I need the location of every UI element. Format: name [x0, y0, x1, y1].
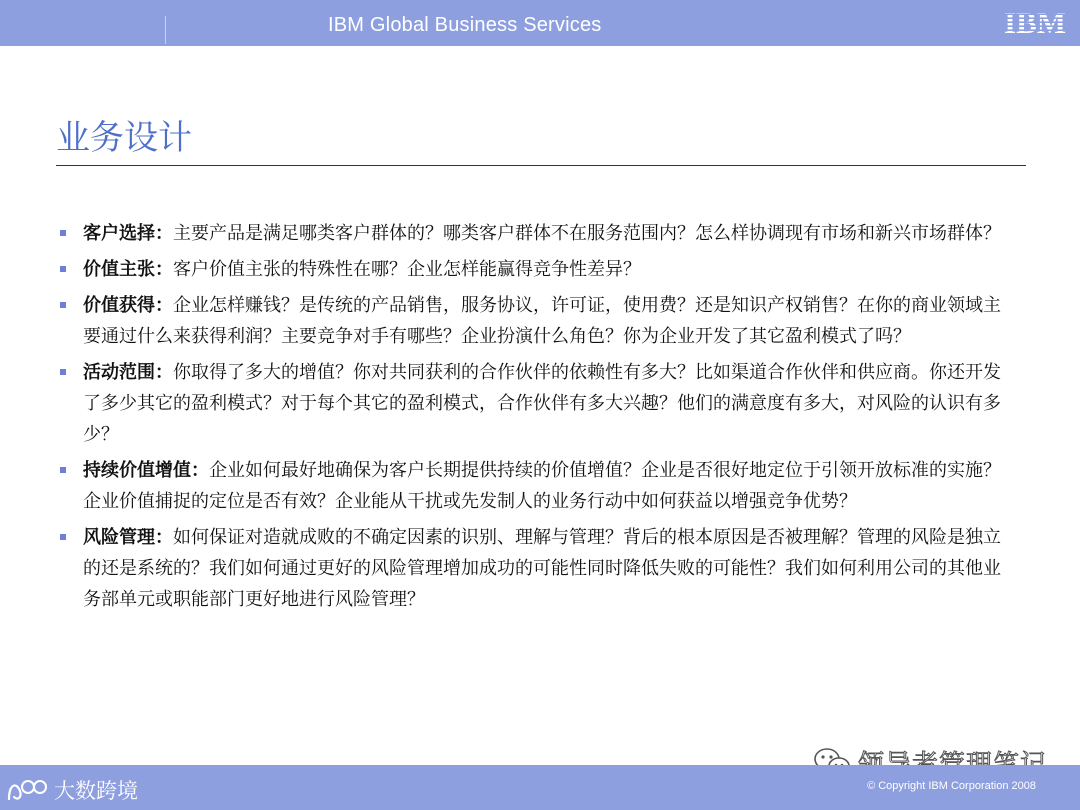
item-text: 企业如何最好地确保为客户长期提供持续的价值增值？企业是否很好地定位于引领开放标准的实施？企业价值捕捉的定位是否有效？企业能从干扰或先发制人的业务行动中如何获益以增强竞争优势？	[83, 460, 1001, 512]
footer-bar	[0, 765, 1080, 810]
bullet-icon	[60, 534, 66, 540]
bullet-list	[60, 218, 1010, 620]
item-label: 客户选择：	[83, 223, 173, 244]
list-item	[60, 357, 1010, 450]
item-text: 主要产品是满足哪类客户群体的？哪类客户群体不在服务范围内？怎么样协调现有市场和新兴市场群体？	[173, 223, 1001, 244]
item-label: 价值主张：	[83, 259, 173, 280]
footer-logo-text: 大数跨境	[54, 779, 138, 803]
list-item	[60, 455, 1010, 517]
header-divider	[165, 16, 166, 44]
item-label: 风险管理：	[83, 527, 173, 548]
item-text: 你取得了多大的增值？你对共同获利的合作伙伴的依赖性有多大？比如渠道合作伙伴和供应商。你还开发了多少其它的盈利模式？对于每个其它的盈利模式，合作伙伴有多大兴趣？他们的满意度有多大，对风险的认识有多少？	[83, 362, 1001, 445]
item-text: 如何保证对造就成败的不确定因素的识别、理解与管理？背后的根本原因是否被理解？管理的风险是独立的还是系统的？我们如何通过更好的风险管理增加成功的可能性同时降低失败的可能性？我们如何利用公司的其他业务部单元或职能部门更好地进行风险管理？	[83, 527, 1001, 610]
bullet-icon	[60, 467, 66, 473]
page-title: 业务设计	[56, 118, 192, 158]
item-text: 客户价值主张的特殊性在哪？企业怎样能赢得竞争性差异？	[173, 259, 641, 280]
bullet-icon	[60, 266, 66, 272]
copyright-text: © Copyright IBM Corporation 2008	[867, 780, 1036, 792]
list-item	[60, 218, 1010, 249]
bullet-icon	[60, 230, 66, 236]
footer-logo	[6, 775, 138, 805]
bullet-icon	[60, 302, 66, 308]
list-item	[60, 290, 1010, 352]
brand-logo-icon	[6, 777, 50, 803]
item-label: 持续价值增值：	[83, 460, 209, 481]
list-item	[60, 522, 1010, 615]
ibm-logo	[998, 7, 1072, 37]
bullet-icon	[60, 369, 66, 375]
list-item	[60, 254, 1010, 285]
ibm-logo-text: IBM	[1004, 7, 1066, 37]
header-title: IBM Global Business Services	[328, 14, 602, 36]
header-bar	[0, 0, 1080, 46]
item-label: 活动范围：	[83, 362, 173, 383]
item-text: 企业怎样赚钱？是传统的产品销售，服务协议，许可证，使用费？还是知识产权销售？在你的商业领域主要通过什么来获得利润？主要竞争对手有哪些？企业扮演什么角色？你为企业开发了其它盈利模式了吗？	[83, 295, 1001, 347]
title-divider	[56, 165, 1026, 166]
item-label: 价值获得：	[83, 295, 173, 316]
